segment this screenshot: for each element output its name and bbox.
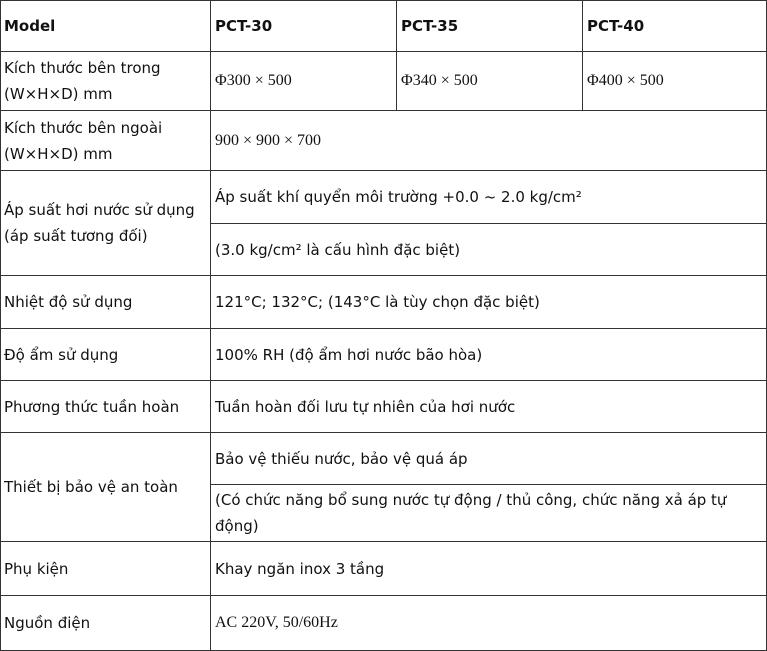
safety-value-extra: (Có chức năng bổ sung nước tự động / thủ công, chức năng xả áp tự động) xyxy=(211,485,767,542)
circulation-label: Phương thức tuần hoàn xyxy=(1,381,211,433)
inner-size-label-line1: Kích thước bên trong xyxy=(4,59,161,77)
inner-size-pct-40: Φ400 × 500 xyxy=(583,52,767,111)
model-pct-35: PCT-35 xyxy=(397,1,583,52)
pressure-label-line2: (áp suất tương đối) xyxy=(4,227,148,245)
outer-size-value: 900 × 900 × 700 xyxy=(211,111,767,171)
power-value: AC 220V, 50/60Hz xyxy=(211,596,767,651)
row-outer-size xyxy=(1,111,767,171)
accessories-label: Phụ kiện xyxy=(1,542,211,596)
temperature-label: Nhiệt độ sử dụng xyxy=(1,276,211,329)
pressure-value-main: Áp suất khí quyển môi trường +0.0 ~ 2.0 kg/cm² xyxy=(211,171,767,224)
pressure-label xyxy=(1,171,211,276)
safety-label: Thiết bị bảo vệ an toàn xyxy=(1,433,211,542)
row-temperature xyxy=(1,276,767,329)
row-pressure-a xyxy=(1,171,767,224)
row-circulation xyxy=(1,381,767,433)
inner-size-pct-35: Φ340 × 500 xyxy=(397,52,583,111)
inner-size-pct-30: Φ300 × 500 xyxy=(211,52,397,111)
outer-size-label-line1: Kích thước bên ngoài xyxy=(4,118,163,137)
humidity-value: 100% RH (độ ẩm hơi nước bão hòa) xyxy=(211,329,767,381)
inner-size-label xyxy=(1,52,211,111)
pressure-label-line1: Áp suất hơi nước sử dụng xyxy=(4,201,195,219)
model-header: Model xyxy=(1,1,211,52)
model-pct-40: PCT-40 xyxy=(583,1,767,52)
row-accessories xyxy=(1,542,767,596)
inner-size-label-line2: (W×H×D) mm xyxy=(4,85,113,103)
power-label: Nguồn điện xyxy=(1,596,211,651)
row-inner-size xyxy=(1,52,767,111)
row-safety-a xyxy=(1,433,767,485)
model-pct-30: PCT-30 xyxy=(211,1,397,52)
accessories-value: Khay ngăn inox 3 tầng xyxy=(211,542,767,596)
safety-value-main: Bảo vệ thiếu nước, bảo vệ quá áp xyxy=(211,433,767,485)
circulation-value: Tuần hoàn đối lưu tự nhiên của hơi nước xyxy=(211,381,767,433)
outer-size-label xyxy=(1,111,211,171)
humidity-label: Độ ẩm sử dụng xyxy=(1,329,211,381)
temperature-value: 121°C; 132°C; (143°C là tùy chọn đặc biệt) xyxy=(211,276,767,329)
outer-size-label-line2: (W×H×D) mm xyxy=(4,144,113,163)
pressure-value-special: (3.0 kg/cm² là cấu hình đặc biệt) xyxy=(211,224,767,276)
header-row xyxy=(1,1,767,52)
row-humidity xyxy=(1,329,767,381)
row-power xyxy=(1,596,767,651)
